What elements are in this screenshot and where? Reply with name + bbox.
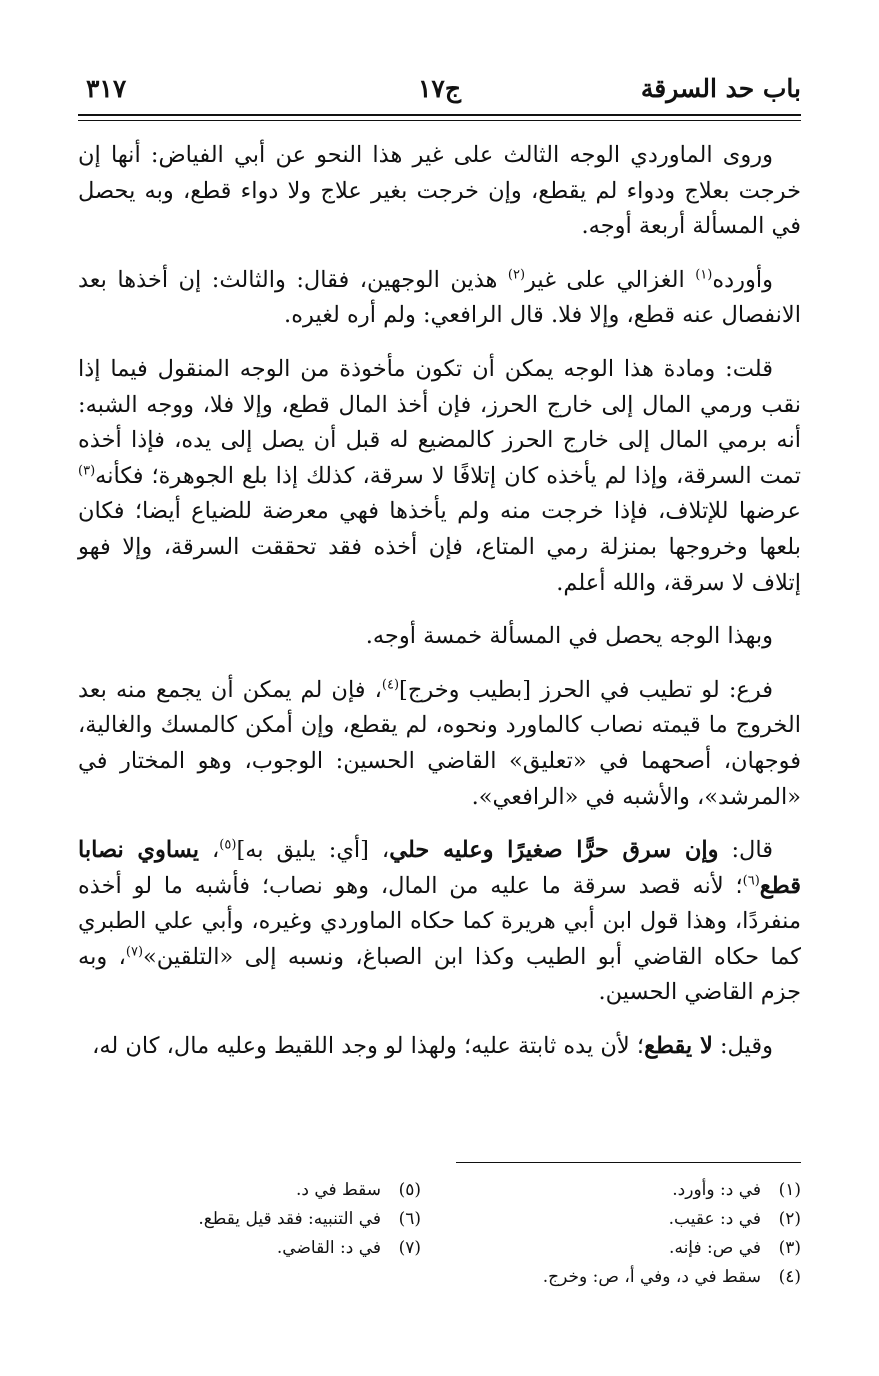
- volume-number: ج١٧: [418, 74, 461, 103]
- paragraph: [78, 263, 801, 334]
- page-header: [78, 66, 801, 106]
- footnote-ref[interactable]: (٣): [78, 463, 96, 479]
- footnote-item: [431, 1234, 801, 1263]
- paragraph: [78, 1029, 801, 1065]
- footnote-number: (١): [778, 1180, 801, 1200]
- paragraph: [78, 138, 801, 245]
- footnote-number: (٦): [398, 1209, 421, 1229]
- footnote-column-right: [431, 1176, 801, 1292]
- main-text: [78, 138, 801, 1075]
- chapter-title: باب حد السرقة: [640, 74, 801, 103]
- footnote-number: (٤): [778, 1267, 801, 1287]
- footnote-text: في د: عقيب.: [668, 1209, 761, 1229]
- footnote-number: (٥): [398, 1180, 421, 1200]
- footnote-item: [431, 1176, 801, 1205]
- footnote-text: سقط في د، وفي أ، ص: وخرج.: [542, 1267, 761, 1287]
- text: وروى الماوردي الوجه الثالث على غير هذا النحو عن أبي الفياض: أنها إن خرجت بعلاج ودواء لم يقطع، وإن خرجت بغير علاج ولا دواء قطع، وبه يحصل في المسألة أربعة أوجه.: [78, 142, 801, 240]
- text: هذين الوجهين، فقال: والثالث: إن أخذها بعد الانفصال عنه قطع، وإلا فلا. قال الرافعي: ولم أره لغيره.: [78, 266, 801, 329]
- paragraph: [78, 619, 801, 655]
- footnote-rule: [456, 1162, 801, 1163]
- footnote-ref[interactable]: (٤): [381, 677, 400, 693]
- footnote-number: (٣): [778, 1238, 801, 1258]
- text: فرع: لو تطيب في الحرز [بطيب وخرج]: [399, 676, 773, 703]
- footnote-item: [431, 1263, 801, 1292]
- footnote-item: [51, 1205, 421, 1234]
- text: وأورده: [712, 266, 773, 293]
- footnote-item: [51, 1234, 421, 1263]
- footnote-text: في التنبيه: فقد قيل يقطع.: [198, 1209, 381, 1229]
- paragraph: [78, 833, 801, 1011]
- text: ،: [199, 837, 220, 864]
- footnote-item: [431, 1205, 801, 1234]
- footnotes: [78, 1176, 801, 1316]
- text: قلت: ومادة هذا الوجه يمكن أن تكون مأخوذة من الوجه المنقول فيما إذا نقب ورمي المال إلى خارج الحرز، فإن أخذ المال قطع، وإلا فلا، ووجه الشبه: أنه برمي المال إلى خارج الحرز كالمضيع له قبل أن يصل إلى يده، فإذا أخذه تمت السرقة، وإذا لم يأخذه كان إتلافًا لا سرقة، كذلك إذا بلع الجوهرة؛ فكأنه: [78, 355, 801, 489]
- footnote-item: [51, 1176, 421, 1205]
- footnote-ref[interactable]: (٥): [219, 837, 237, 853]
- text: ، [أي: يليق به]: [236, 837, 390, 864]
- matn-text: يساوي نصابا قطع: [78, 837, 801, 899]
- footnote-number: (٢): [778, 1209, 801, 1229]
- footnote-number: (٧): [398, 1238, 421, 1258]
- text: ، وبه جزم القاضي الحسين.: [78, 943, 801, 1006]
- text: وقيل:: [712, 1033, 773, 1060]
- footnote-text: سقط في د.: [295, 1180, 381, 1200]
- text: ، فإن لم يمكن أن يجمع منه بعد الخروج ما قيمته نصاب كالماورد ونحوه، لم يقطع، وإن أمكن كالمسك والغالية، فوجهان، أصحهما في «تعليق» القاضي الحسين: الوجوب، وهو المختار في «المرشد»، والأشبه في «الرافعي».: [78, 676, 801, 810]
- text: ؛ لأن يده ثابتة عليه؛ ولهذا لو وجد اللقيط وعليه مال، كان له،: [92, 1033, 645, 1060]
- text: وبهذا الوجه يحصل في المسألة خمسة أوجه.: [365, 623, 773, 650]
- footnote-text: في د: القاضي.: [276, 1238, 381, 1258]
- footnote-text: في ص: فإنه.: [669, 1238, 761, 1258]
- footnote-ref[interactable]: (٢): [507, 267, 526, 283]
- header-rule-thick: [78, 114, 801, 116]
- footnote-ref[interactable]: (٧): [125, 944, 144, 960]
- text: قال:: [718, 837, 773, 864]
- text: الغزالي على غير: [525, 266, 696, 293]
- page-number: ٣١٧: [86, 74, 127, 103]
- footnote-ref[interactable]: (١): [695, 267, 713, 283]
- matn-text: وإن سرق حرًّا صغيرًا وعليه حلي: [389, 837, 719, 864]
- footnote-ref[interactable]: (٦): [742, 873, 760, 889]
- paragraph: [78, 673, 801, 815]
- footnote-column-left: [51, 1176, 421, 1263]
- text: ؛ لأنه قصد سرقة ما عليه من المال، وهو نصاب؛ فأشبه ما لو أخذه منفردًا، وهذا قول ابن أبي هريرة كما حكاه الماوردي وغيره، وأبي علي الطبري كما حكاه القاضي أبو الطيب وكذا ابن الصباغ، ونسبه إلى «التلقين»: [78, 872, 801, 970]
- header-rule-thin: [78, 120, 801, 121]
- paragraph: [78, 352, 801, 601]
- text: عرضها للإتلاف، فإذا خرجت منه ولم يأخذها فهي معرضة للضياع أيضا؛ فكان بلعها وخروجها بمنزلة رمي المتاع، فإن أخذه فقد تحققت السرقة، وإلا فهو إتلاف لا سرقة، والله أعلم.: [78, 498, 801, 596]
- matn-text: لا يقطع: [644, 1033, 713, 1060]
- footnote-text: في د: وأورد.: [672, 1180, 761, 1200]
